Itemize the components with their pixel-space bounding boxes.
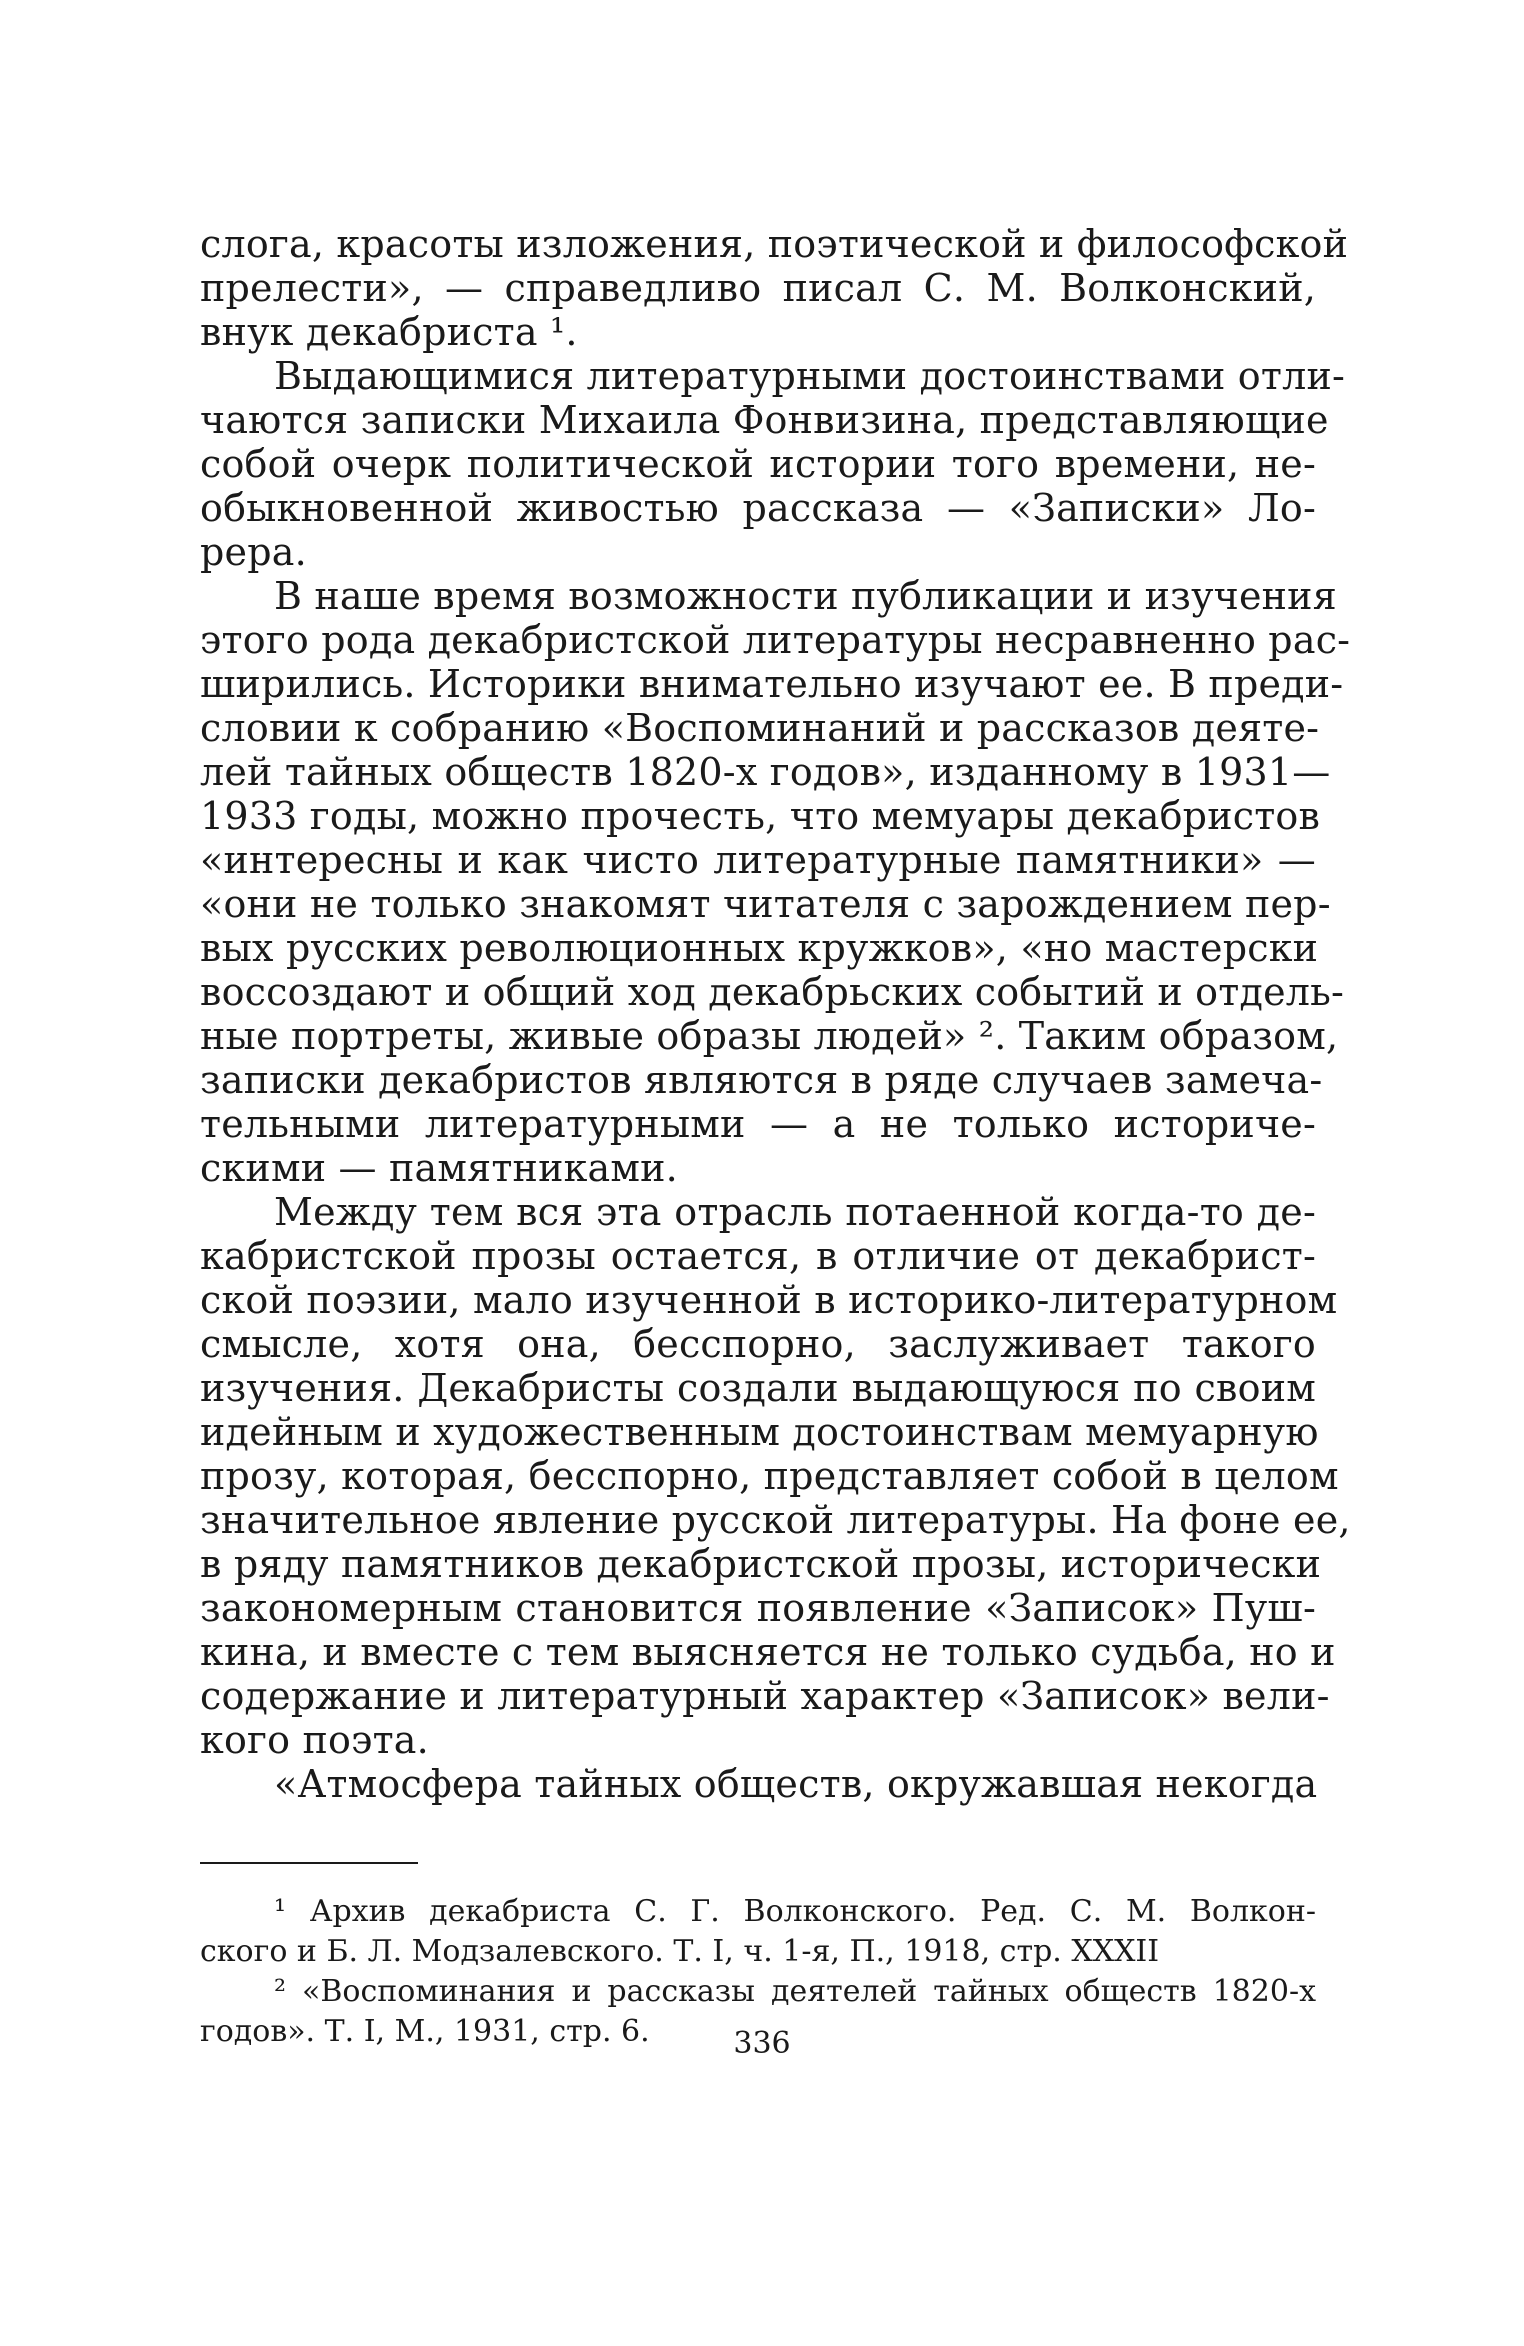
text-line: в ряду памятников декабристской прозы, исторически xyxy=(200,1542,1322,1586)
text-line: записки декабристов являются в ряде случаев замеча- xyxy=(200,1058,1323,1102)
footnote-line: годов». Т. I, М., 1931, стр. 6. xyxy=(200,2014,650,2049)
text-line: прозу, которая, бесспорно, представляет собой в целом xyxy=(200,1454,1339,1498)
text-line: вых русских революционных кружков», «но мастерски xyxy=(200,926,1319,970)
paragraph xyxy=(200,1190,1351,1762)
text-line: чаются записки Михаила Фонвизина, представляющие xyxy=(200,398,1329,442)
footnote-divider xyxy=(200,1862,418,1864)
text-line: «интересны и как чисто литературные памятники» — xyxy=(200,838,1316,882)
text-line: ской поэзии, мало изученной в историко-литературном xyxy=(200,1278,1338,1322)
text-line: «Атмосфера тайных обществ, окружавшая некогда xyxy=(274,1762,1318,1806)
text-line: содержание и литературный характер «Записок» вели- xyxy=(200,1674,1330,1718)
text-line: прелести», — справедливо писал С. М. Волконский, xyxy=(200,266,1316,310)
text-line: кина, и вместе с тем выясняется не только судьба, но и xyxy=(200,1630,1336,1674)
text-line: Выдающимися литературными достоинствами отли- xyxy=(274,354,1346,398)
text-line: внук декабриста ¹. xyxy=(200,310,578,354)
text-line: слога, красоты изложения, поэтической и философской xyxy=(200,222,1349,266)
text-line: скими — памятниками. xyxy=(200,1146,678,1190)
text-line: идейным и художественным достоинствам мемуарную xyxy=(200,1410,1319,1454)
text-line: собой очерк политической истории того времени, не- xyxy=(200,442,1316,486)
paragraph xyxy=(200,574,1351,1190)
text-line: лей тайных обществ 1820-х годов», изданному в 1931— xyxy=(200,750,1331,794)
text-line: закономерным становится появление «Записок» Пуш- xyxy=(200,1586,1316,1630)
text-line: словии к собранию «Воспоминаний и рассказов деяте- xyxy=(200,706,1320,750)
text-line: кабристской прозы остается, в отличие от декабрист- xyxy=(200,1234,1316,1278)
footnote-line: ² «Воспоминания и рассказы деятелей тайных обществ 1820-х xyxy=(274,1974,1316,2009)
text-line: ширились. Историки внимательно изучают ее. В преди- xyxy=(200,662,1344,706)
text-line: тельными литературными — а не только историче- xyxy=(200,1102,1316,1146)
text-line: В наше время возможности публикации и изучения xyxy=(274,574,1337,618)
paragraph xyxy=(200,354,1346,574)
text-line: значительное явление русской литературы. На фоне ее, xyxy=(200,1498,1351,1542)
paragraph xyxy=(200,1762,1316,1806)
text-line: смысле, хотя она, бесспорно, заслуживает такого xyxy=(200,1322,1316,1366)
text-line: изучения. Декабристы создали выдающуюся по своим xyxy=(200,1366,1316,1410)
footnote-line: ¹ Архив декабриста С. Г. Волконского. Ред. С. М. Волкон- xyxy=(274,1894,1316,1929)
text-line: кого поэта. xyxy=(200,1718,429,1762)
text-line: обыкновенной живостью рассказа — «Записки» Ло- xyxy=(200,486,1316,530)
text-line: воссоздают и общий ход декабрьских событий и отдель- xyxy=(200,970,1345,1014)
footnote-line: ского и Б. Л. Модзалевского. Т. I, ч. 1-я, П., 1918, стр. XXXII xyxy=(200,1934,1160,1969)
text-line: Между тем вся эта отрасль потаенной когда-то де- xyxy=(274,1190,1316,1234)
paragraph xyxy=(200,222,1349,354)
page-number: 336 xyxy=(733,2026,791,2061)
text-line: «они не только знакомят читателя с зарождением пер- xyxy=(200,882,1331,926)
text-line: этого рода декабристской литературы несравненно рас- xyxy=(200,618,1351,662)
text-line: ные портреты, живые образы людей» ². Таким образом, xyxy=(200,1014,1339,1058)
footnote xyxy=(200,1892,1316,1972)
text-line: 1933 годы, можно прочесть, что мемуары декабристов xyxy=(200,794,1321,838)
text-line: рера. xyxy=(200,530,307,574)
main-text xyxy=(200,222,1351,1806)
